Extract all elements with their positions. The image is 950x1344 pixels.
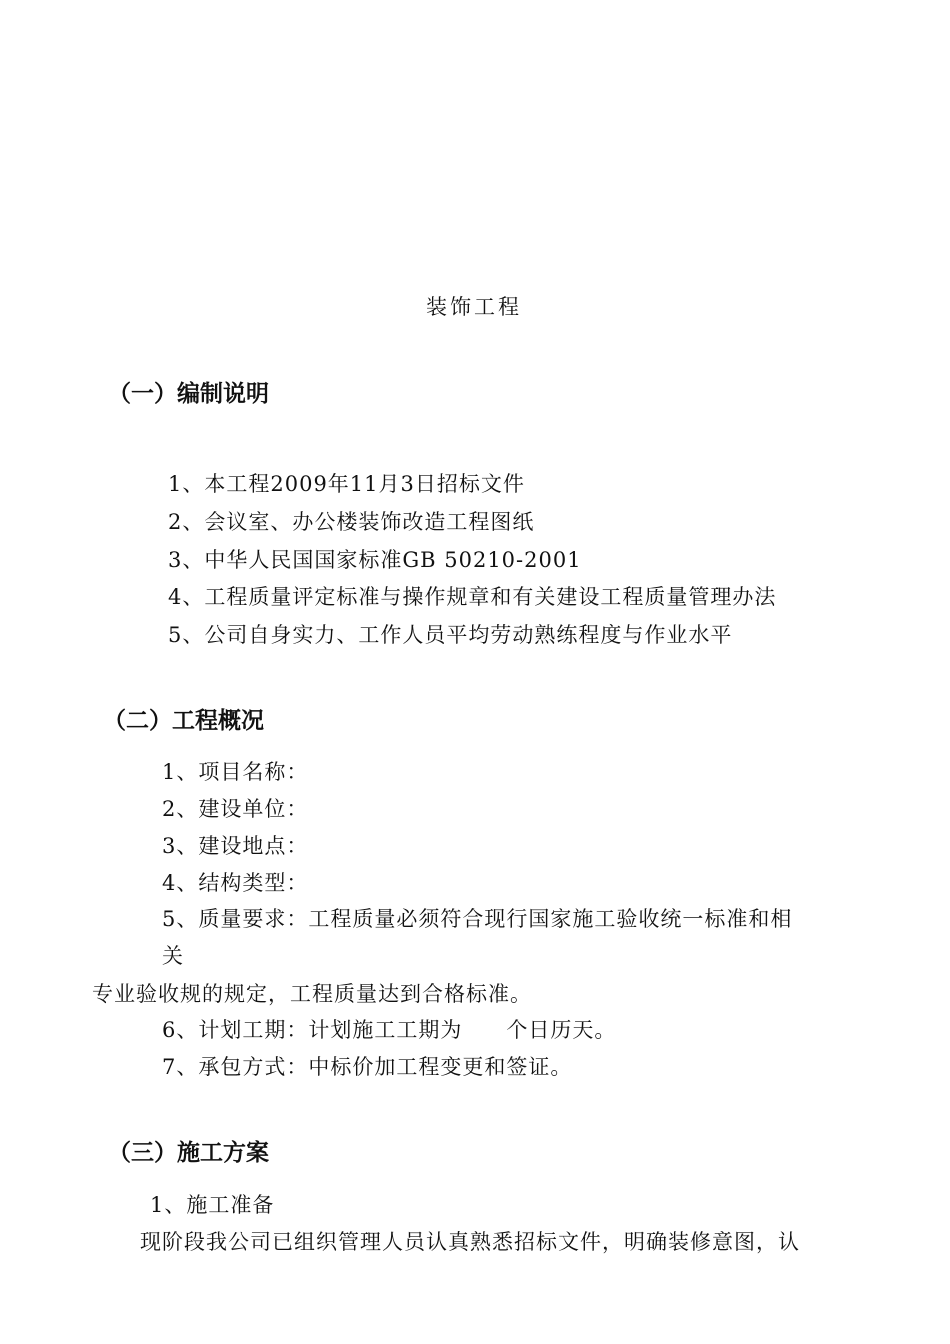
list-item: 4、结构类型：: [162, 871, 309, 895]
list-item: 1、本工程2009年11月3日招标文件: [168, 472, 525, 496]
list-item-wrap: 关: [162, 944, 184, 968]
section-heading-compilation-notes: （一）编制说明: [108, 381, 269, 407]
list-item: 4、工程质量评定标准与操作规章和有关建设工程质量管理办法: [168, 585, 777, 609]
list-item: 1、施工准备: [150, 1193, 275, 1217]
paragraph-text: 现阶段我公司已组织管理人员认真熟悉招标文件，明确装修意图，认: [140, 1230, 800, 1254]
document-title: 装饰工程: [426, 295, 522, 319]
list-item-continuation: 专业验收规的规定，工程质量达到合格标准。: [92, 982, 532, 1006]
list-item: 6、计划工期：计划施工工期为 个日历天。: [162, 1018, 617, 1042]
list-item: 7、承包方式：中标价加工程变更和签证。: [162, 1055, 573, 1079]
list-item: 2、建设单位：: [162, 797, 309, 821]
list-item: 5、公司自身实力、工作人员平均劳动熟练程度与作业水平: [168, 623, 733, 647]
list-item: 5、质量要求：工程质量必须符合现行国家施工验收统一标准和相: [162, 907, 793, 931]
list-item: 3、建设地点：: [162, 834, 309, 858]
list-item: 3、中华人民国国家标准GB 50210-2001: [168, 548, 582, 572]
list-item: 1、项目名称：: [162, 760, 309, 784]
list-item: 2、会议室、办公楼装饰改造工程图纸: [168, 510, 535, 534]
section-heading-project-overview: （二）工程概况: [103, 708, 264, 734]
section-heading-construction-plan: （三）施工方案: [108, 1140, 269, 1166]
